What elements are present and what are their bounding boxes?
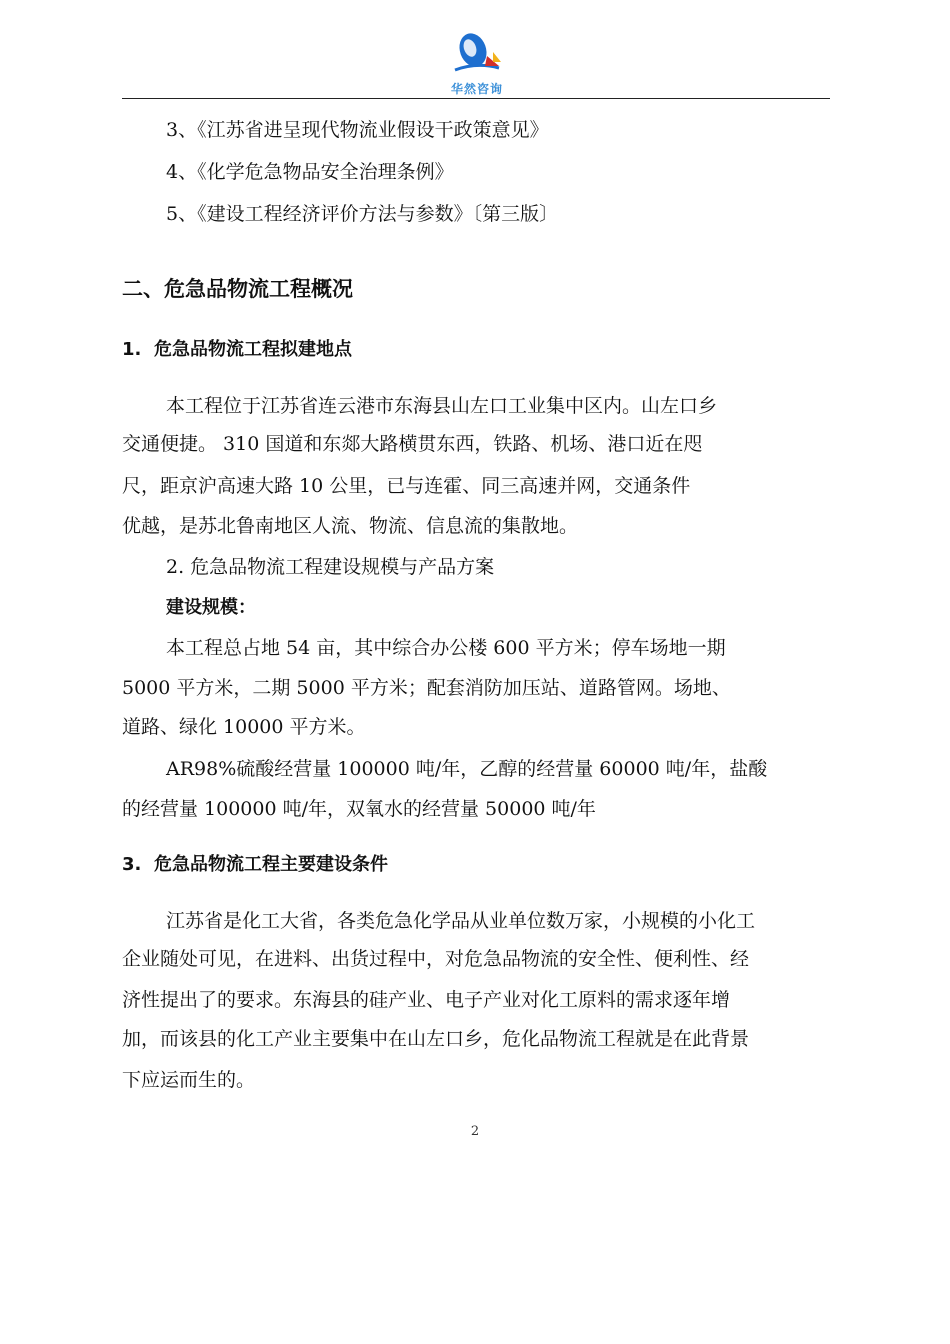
subsection-number: 3.	[122, 854, 142, 875]
subsection-title: 危急品物流工程拟建地点	[154, 339, 352, 360]
page-number: 2	[470, 1124, 480, 1139]
paragraph-line: 江苏省是化工大省，各类危急化学品从业单位数万家，小规模的小化工	[166, 910, 756, 932]
bold-label	[166, 595, 256, 620]
paragraph-line: 的经营量 100000 吨/年，双氧水的经营量 50000 吨/年	[122, 798, 596, 820]
logo-text: 华然咨询	[450, 82, 503, 96]
paragraph-line: 5000 平方米，二期 5000 平方米；配套消防加压站、道路管网。场地、	[122, 677, 731, 699]
paragraph-line: 济性提出了的要求。东海县的硅产业、电子产业对化工原料的需求逐年增	[122, 989, 731, 1011]
reference-item: 5、《建设工程经济评价方法与参数》〔第三版〕	[166, 203, 559, 225]
paragraph-line: 交通便捷。 310 国道和东郯大路横贯东西，铁路、机场、港口近在咫	[122, 433, 703, 455]
paragraph-line: 下应运而生的。	[122, 1069, 256, 1091]
paragraph-line: 优越，是苏北鲁南地区人流、物流、信息流的集散地。	[122, 515, 579, 537]
company-logo	[437, 26, 517, 98]
subsection-number: 1.	[122, 339, 142, 360]
paragraph-line: 企业随处可见，在进料、出货过程中，对危急品物流的安全性、便利性、经	[122, 948, 750, 970]
subsection-title: 危急品物流工程主要建设条件	[154, 854, 388, 875]
construction-scale-label: 建设规模：	[166, 597, 256, 618]
subsection-heading	[122, 338, 352, 362]
subsection-heading	[122, 853, 388, 877]
header-divider	[122, 98, 830, 99]
subsection-heading: 2. 危急品物流工程建设规模与产品方案	[166, 556, 495, 578]
paragraph-line: 道路、绿化 10000 平方米。	[122, 716, 366, 738]
paragraph-line: 尺，距京沪高速大路 10 公里，已与连霍、同三高速并网，交通条件	[122, 475, 691, 497]
reference-item: 3、《江苏省进呈现代物流业假设干政策意见》	[166, 119, 549, 141]
paragraph-line: AR98%硫酸经营量 100000 吨/年，乙醇的经营量 60000 吨/年，盐酸	[166, 758, 768, 780]
paragraph-line: 本工程总占地 54 亩，其中综合办公楼 600 平方米；停车场地一期	[166, 637, 726, 659]
reference-item: 4、《化学危急物品安全治理条例》	[166, 161, 454, 183]
logo-emblem-icon	[437, 26, 517, 82]
paragraph-line: 加，而该县的化工产业主要集中在山左口乡，危化品物流工程就是在此背景	[122, 1028, 750, 1050]
section-heading: 二、危急品物流工程概况	[122, 277, 353, 301]
paragraph-line: 本工程位于江苏省连云港市东海县山左口工业集中区内。山左口乡	[166, 395, 718, 417]
